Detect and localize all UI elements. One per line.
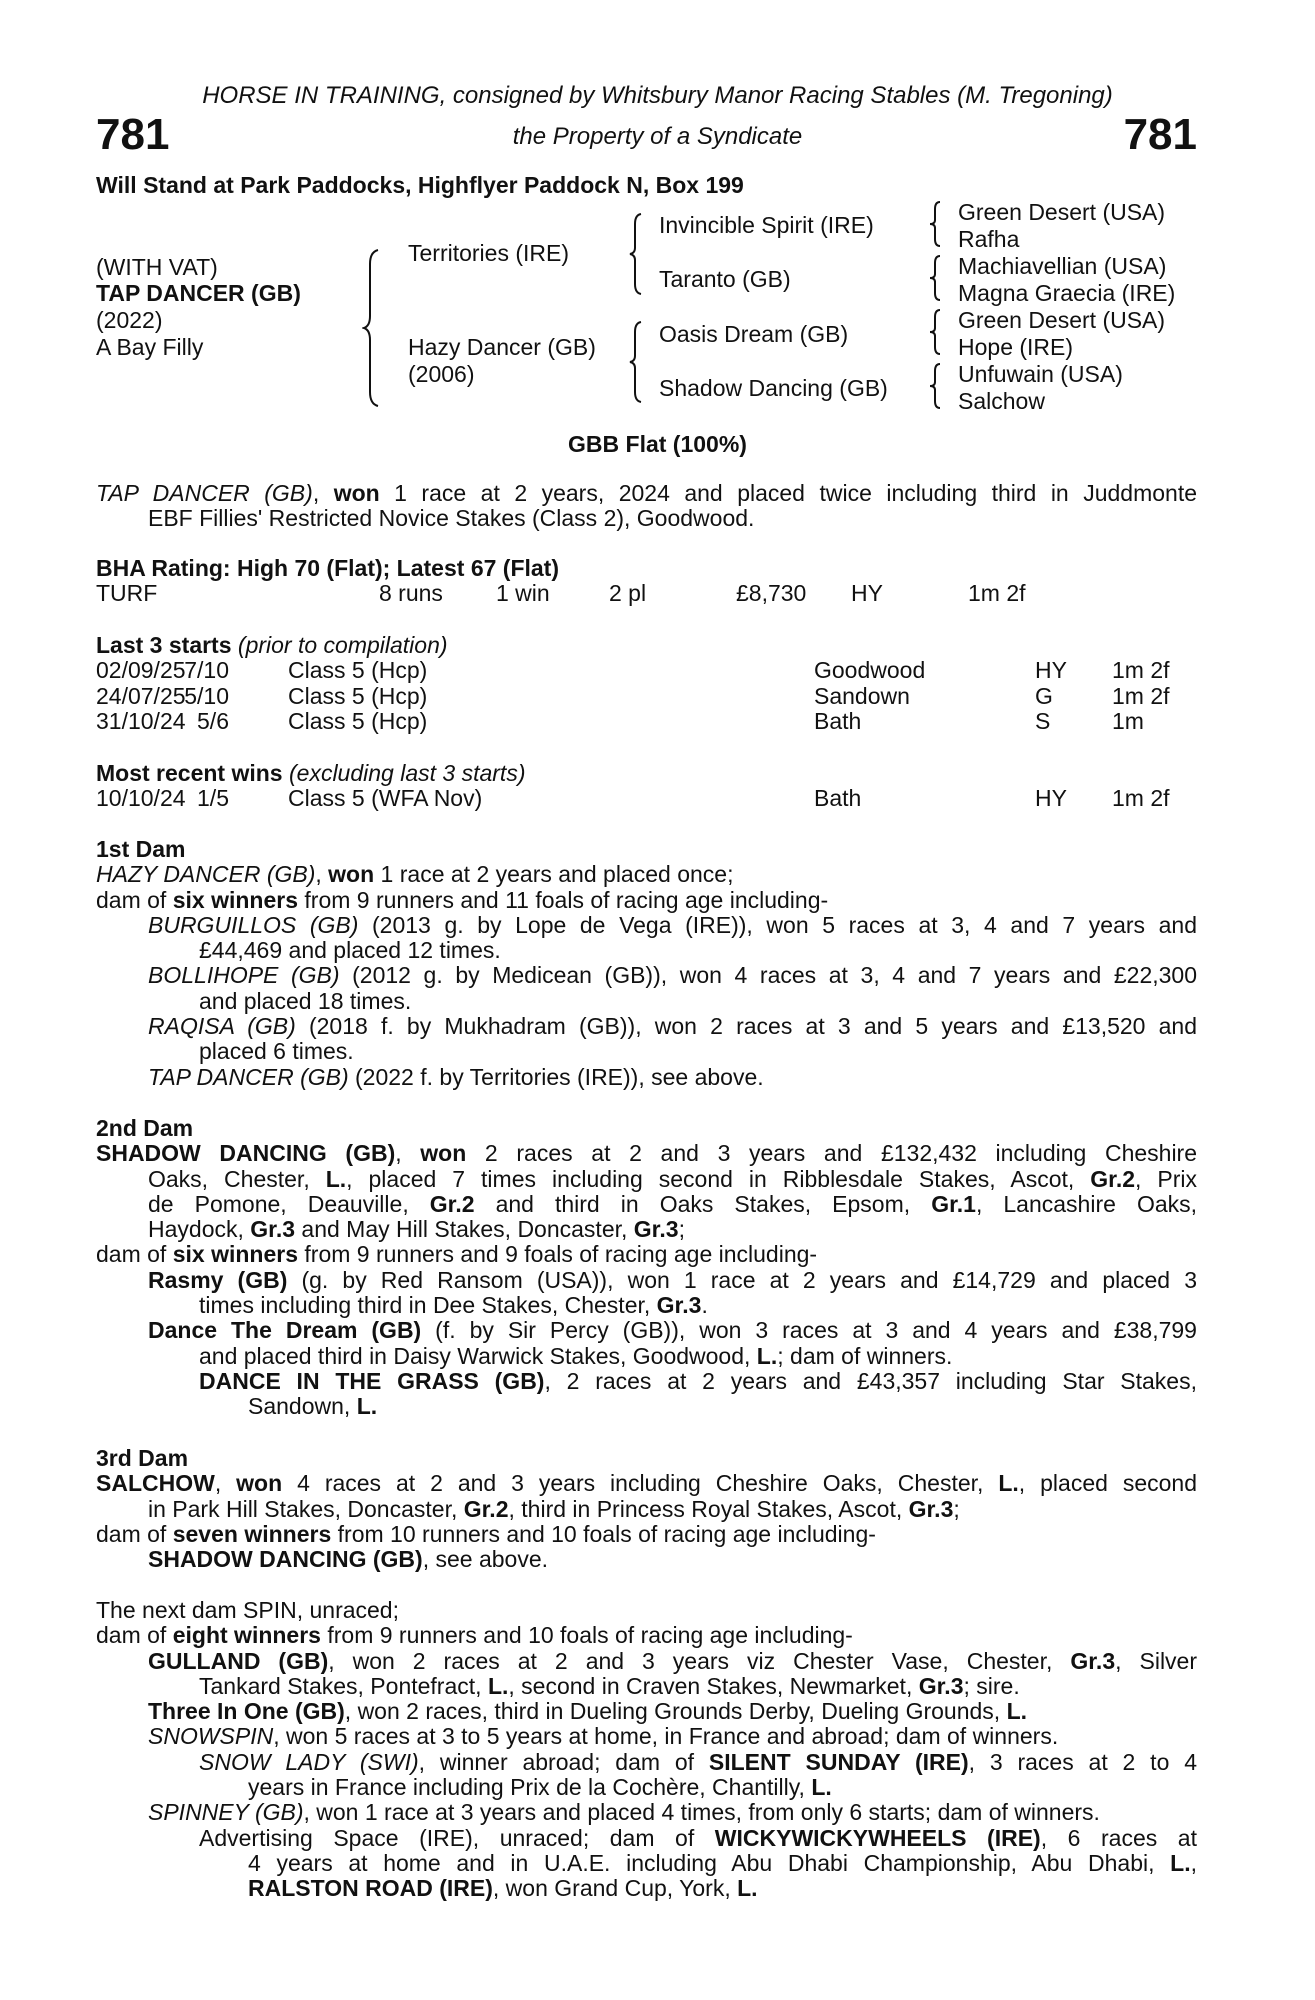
text-run: (2012 g. by Medicean (GB)), won 4 races at 3, 4 and 7 years and £22,300	[339, 962, 1197, 989]
text-run: from 9 runners and 11 foals of racing age including-	[298, 886, 829, 913]
text-entry	[96, 1471, 1197, 1522]
gen4-ancestor: Green Desert (USA)	[958, 199, 1166, 225]
wins: 1 win	[496, 580, 550, 607]
bold-text-run: Three In One (GB)	[148, 1698, 345, 1725]
text-run: ,	[312, 480, 334, 506]
text-run: Haydock,	[148, 1216, 251, 1243]
bold-text-run: Rasmy (GB)	[148, 1266, 288, 1293]
text-line	[96, 1471, 1197, 1496]
text-run: £44,469 and placed 12 times.	[199, 937, 501, 964]
bold-text-run: Gr.3	[918, 1672, 964, 1699]
race-date: 31/10/24	[96, 707, 186, 734]
text-line	[96, 1014, 1197, 1039]
bold-text-run: Gr.3	[1070, 1647, 1116, 1674]
text-run: Oaks, Chester,	[148, 1165, 326, 1192]
bold-text-run: won	[328, 861, 375, 888]
race-course: Goodwood	[814, 657, 926, 684]
last-starts-note: (prior to compilation)	[237, 632, 448, 658]
text-line	[96, 506, 1197, 531]
text-run: , placed 7 times including second in Ribblesdale Stakes, Ascot,	[346, 1165, 1091, 1192]
bold-text-run: L.	[756, 1342, 778, 1369]
race-going: G	[1035, 682, 1053, 709]
recent-wins-title: Most recent wins	[96, 760, 283, 786]
text-run: ; dam of winners.	[777, 1342, 953, 1369]
text-run: , winner abroad; dam of	[418, 1748, 709, 1775]
bha-title: BHA Rating: High 70 (Flat); Latest 67 (Flat)	[96, 555, 559, 581]
italic-text-run: SNOW LADY (SWI)	[199, 1748, 419, 1775]
gen4-ancestor: Unfuwain (USA)	[958, 361, 1123, 387]
text-entry	[96, 888, 1197, 913]
race-row	[96, 786, 1197, 811]
bold-text-run: L.	[1170, 1849, 1191, 1876]
gen4-ancestor: Machiavellian (USA)	[958, 253, 1167, 279]
text-line	[96, 1497, 1197, 1522]
race-pos: 5/10	[184, 682, 229, 709]
race-going: HY	[1035, 785, 1067, 812]
text-line	[96, 481, 1197, 506]
third-dam-title: 3rd Dam	[96, 1445, 189, 1471]
bold-text-run: Gr.2	[1090, 1165, 1136, 1192]
sire-sire: Invincible Spirit (IRE)	[659, 212, 874, 238]
bold-text-run: WICKYWICKYWHEELS (IRE)	[714, 1824, 1041, 1851]
text-entry	[96, 1623, 1197, 1648]
text-run: dam of	[96, 886, 173, 913]
bold-text-run: won	[333, 480, 380, 506]
text-line	[96, 1674, 1197, 1699]
text-entry	[96, 862, 1197, 887]
text-line	[96, 913, 1197, 938]
pedigree-brace	[362, 248, 382, 408]
race-race: Class 5 (Hcp)	[288, 682, 428, 709]
bold-text-run: SILENT SUNDAY (IRE)	[708, 1748, 969, 1775]
sire: Territories (IRE)	[408, 240, 570, 266]
horse-year: (2022)	[96, 307, 163, 333]
bold-text-run: L.	[487, 1672, 509, 1699]
text-run: ,	[395, 1140, 421, 1167]
text-run: ,	[214, 1470, 237, 1497]
pedigree-brace	[928, 200, 942, 248]
bold-text-run: L.	[1006, 1698, 1028, 1725]
text-entry	[96, 1014, 1197, 1065]
bold-text-run: L.	[998, 1470, 1019, 1497]
text-run: , second in Craven Stakes, Newmarket,	[508, 1672, 919, 1699]
text-run: The next dam SPIN, unraced;	[96, 1597, 399, 1623]
gen4-ancestor: Green Desert (USA)	[958, 307, 1166, 333]
bold-text-run: GULLAND (GB)	[148, 1647, 329, 1674]
text-line	[96, 1293, 1197, 1318]
pedigree-brace	[628, 320, 644, 404]
text-line	[96, 1344, 1197, 1369]
bold-text-run: Gr.3	[633, 1216, 679, 1243]
race-pos: 1/5	[197, 785, 229, 812]
distance: 1m 2f	[968, 580, 1026, 607]
pedigree-brace	[928, 362, 942, 410]
text-run: dam of	[96, 1520, 173, 1547]
race-pos: 5/6	[197, 707, 229, 734]
bold-text-run: Gr.3	[250, 1216, 296, 1243]
text-run: , won Grand Cup, York,	[492, 1875, 738, 1902]
race-date: 24/07/25	[96, 682, 186, 709]
text-run: , Prix	[1135, 1165, 1197, 1192]
bha-section	[96, 556, 1197, 607]
text-line	[96, 1851, 1197, 1876]
surface: TURF	[96, 580, 158, 607]
text-run: times including third in Dee Stakes, Chester,	[199, 1292, 657, 1319]
lot-number-left: 781	[96, 110, 170, 159]
bold-text-run: eight winners	[172, 1622, 321, 1649]
consignment-line: HORSE IN TRAINING, consigned by Whitsbury Manor Racing Stables (M. Tregoning)	[202, 82, 1113, 109]
text-run: (f. by Sir Percy (GB)), won 3 races at 3 and 4 years and £38,799	[421, 1317, 1197, 1344]
bold-text-run: SHADOW DANCING (GB)	[148, 1546, 423, 1573]
text-line	[96, 963, 1197, 988]
text-line	[96, 888, 1197, 913]
race-distance: 1m 2f	[1112, 785, 1170, 812]
text-line	[96, 1522, 1197, 1547]
bold-text-run: L.	[325, 1165, 347, 1192]
text-entry	[96, 913, 1197, 964]
text-line	[96, 1649, 1197, 1674]
bold-text-run: won	[236, 1470, 283, 1497]
bold-text-run: six winners	[172, 1241, 298, 1268]
text-entry	[96, 1649, 1197, 1700]
text-line	[96, 1217, 1197, 1242]
text-line	[96, 1268, 1197, 1293]
italic-text-run: HAZY DANCER (GB)	[96, 861, 316, 888]
second-dam-title: 2nd Dam	[96, 1115, 194, 1141]
text-run: , Lancashire Oaks,	[975, 1190, 1198, 1217]
first-dam	[96, 837, 1197, 1090]
text-line	[96, 1141, 1197, 1166]
text-entry	[96, 1724, 1197, 1749]
pedigree-brace	[928, 308, 942, 356]
race-pos: 7/10	[184, 657, 229, 684]
text-line	[96, 938, 1197, 963]
text-run: , won 2 races, third in Dueling Grounds Derby, Dueling Grounds,	[344, 1698, 1007, 1725]
text-run: , 2 races at 2 years and £43,357 including Star Stakes,	[544, 1367, 1197, 1394]
text-run: , won 1 race at 3 years and placed 4 times, from only 6 starts; dam of winners.	[303, 1799, 1100, 1826]
text-run: , placed second	[1018, 1470, 1197, 1497]
bold-text-run: Dance The Dream (GB)	[148, 1317, 422, 1344]
text-run: and placed 18 times.	[199, 987, 412, 1014]
text-run: Tankard Stakes, Pontefract,	[199, 1672, 488, 1699]
bold-text-run: won	[420, 1140, 467, 1167]
placed: 2 pl	[609, 580, 647, 607]
race-going: S	[1035, 707, 1051, 734]
bold-text-run: SALCHOW	[96, 1470, 215, 1497]
text-line	[96, 989, 1197, 1014]
text-run: ,	[315, 861, 329, 888]
italic-text-run: SPINNEY (GB)	[148, 1799, 304, 1826]
second-dam	[96, 1116, 1197, 1420]
text-run: ;	[678, 1216, 685, 1243]
race-course: Bath	[814, 785, 862, 812]
text-run: , won 2 races at 2 and 3 years viz Chester Vase, Chester,	[328, 1647, 1071, 1674]
italic-text-run: SNOWSPIN	[148, 1723, 274, 1750]
text-entry	[96, 963, 1197, 1014]
italic-text-run: TAP DANCER (GB)	[96, 480, 313, 506]
third-dam	[96, 1446, 1197, 1572]
rating-banner: GBB Flat (100%)	[568, 431, 747, 457]
next-dam	[96, 1598, 1197, 1902]
pedigree-brace	[628, 212, 644, 296]
text-run: (2018 f. by Mukhadram (GB)), won 2 races at 3 and 5 years and £13,520 and	[295, 1013, 1198, 1040]
lot-number-right: 781	[1123, 110, 1197, 159]
bold-text-run: SHADOW DANCING (GB)	[96, 1140, 396, 1167]
text-line	[96, 1167, 1197, 1192]
race-race: Class 5 (Hcp)	[288, 657, 428, 684]
gen4-ancestor: Magna Graecia (IRE)	[958, 280, 1176, 306]
text-line	[96, 1876, 1197, 1901]
italic-text-run: TAP DANCER (GB)	[148, 1063, 349, 1090]
bold-text-run: Gr.3	[908, 1495, 954, 1522]
text-run: ; sire.	[963, 1672, 1020, 1699]
text-run: and May Hill Stakes, Doncaster,	[295, 1216, 634, 1243]
bold-text-run: Gr.3	[656, 1292, 702, 1319]
bold-text-run: L.	[737, 1875, 758, 1902]
gen4-ancestor: Salchow	[958, 388, 1045, 414]
text-run: from 9 runners and 10 foals of racing age including-	[320, 1622, 853, 1649]
text-entry	[96, 1547, 1197, 1572]
text-line	[96, 1775, 1197, 1800]
text-run: 1 race at 2 years and placed once;	[374, 861, 734, 888]
text-line	[96, 1547, 1197, 1572]
race-course: Bath	[814, 707, 862, 734]
text-run: , see above.	[422, 1546, 549, 1573]
text-run: from 10 runners and 10 foals of racing age including-	[331, 1520, 876, 1547]
property-line: the Property of a Syndicate	[512, 123, 803, 150]
race-course: Sandown	[814, 682, 910, 709]
text-line	[96, 1750, 1197, 1775]
bold-text-run: Gr.1	[931, 1190, 976, 1217]
horse-description: A Bay Filly	[96, 334, 204, 360]
gen4-ancestor: Rafha	[958, 226, 1020, 252]
text-run: ,	[1190, 1849, 1197, 1876]
text-line	[96, 1394, 1197, 1419]
earnings: £8,730	[736, 580, 807, 607]
recent-wins-note: (excluding last 3 starts)	[289, 760, 526, 786]
italic-text-run: RAQISA (GB)	[148, 1013, 296, 1040]
text-line	[96, 1192, 1197, 1217]
text-run: in Park Hill Stakes, Doncaster,	[148, 1495, 464, 1522]
race-distance: 1m 2f	[1112, 657, 1170, 684]
text-line	[96, 1598, 1197, 1623]
race-distance: 1m	[1112, 707, 1144, 734]
italic-text-run: BURGUILLOS (GB)	[148, 911, 359, 938]
bold-text-run: RALSTON ROAD (IRE)	[248, 1875, 493, 1902]
last-starts	[96, 633, 1197, 734]
runs: 8 runs	[379, 580, 443, 607]
text-run: 4 races at 2 and 3 years including Cheshire Oaks, Chester,	[282, 1470, 999, 1497]
text-line	[96, 1724, 1197, 1749]
text-run: (2022 f. by Territories (IRE)), see above.	[348, 1063, 764, 1090]
sire-dam: Taranto (GB)	[659, 266, 791, 292]
text-line	[96, 1318, 1197, 1343]
race-distance: 1m 2f	[1112, 682, 1170, 709]
gen4-ancestor: Hope (IRE)	[958, 334, 1074, 360]
text-run: , Silver	[1115, 1647, 1198, 1674]
text-entry	[96, 1141, 1197, 1242]
text-entry	[96, 1826, 1197, 1902]
text-entry	[96, 1369, 1197, 1420]
dam: Hazy Dancer (GB)	[408, 334, 596, 360]
text-run: and placed third in Daisy Warwick Stakes, Goodwood,	[199, 1342, 757, 1369]
text-run: , third in Princess Royal Stakes, Ascot,	[508, 1495, 909, 1522]
race-row	[96, 684, 1197, 709]
bold-text-run: Gr.2	[429, 1190, 475, 1217]
text-entry	[96, 1522, 1197, 1547]
text-entry	[96, 1750, 1197, 1801]
bold-text-run: L.	[356, 1393, 378, 1420]
text-run: from 9 runners and 9 foals of racing age including-	[298, 1241, 818, 1268]
text-run: Advertising Space (IRE), unraced; dam of	[199, 1824, 715, 1851]
text-run: 1 race at 2 years, 2024 and placed twice including third in Juddmonte	[379, 480, 1198, 506]
text-entry	[96, 1242, 1197, 1267]
text-run: de Pomone, Deauville,	[148, 1190, 430, 1217]
italic-text-run: BOLLIHOPE (GB)	[148, 962, 340, 989]
race-row	[96, 709, 1197, 734]
text-line	[96, 1800, 1197, 1825]
race-going: HY	[1035, 657, 1067, 684]
horse-name: TAP DANCER (GB)	[96, 280, 301, 306]
text-entry	[96, 1800, 1197, 1825]
text-line	[96, 1826, 1197, 1851]
last-starts-title: Last 3 starts	[96, 632, 232, 658]
race-date: 10/10/24	[96, 785, 186, 812]
race-race: Class 5 (Hcp)	[288, 707, 428, 734]
bold-text-run: DANCE IN THE GRASS (GB)	[199, 1367, 545, 1394]
text-run: , won 5 races at 3 to 5 years at home, in France and abroad; dam of winners.	[273, 1723, 1059, 1750]
dam-dam: Shadow Dancing (GB)	[659, 375, 888, 401]
pedigree-brace	[928, 254, 942, 302]
text-run: , 6 races at	[1040, 1824, 1197, 1851]
dam-sire: Oasis Dream (GB)	[659, 321, 849, 347]
turf-record	[96, 581, 1197, 606]
text-line	[96, 1369, 1197, 1394]
first-dam-title: 1st Dam	[96, 836, 186, 862]
text-run: 4 years at home and in U.A.E. including Abu Dhabi Championship, Abu Dhabi,	[248, 1849, 1171, 1876]
bold-text-run: L.	[811, 1774, 832, 1801]
text-entry	[96, 1065, 1197, 1090]
race-row	[96, 658, 1197, 683]
text-run: 2 races at 2 and 3 years and £132,432 including Cheshire	[466, 1140, 1198, 1167]
text-line	[96, 1065, 1197, 1090]
text-entry	[96, 1598, 1197, 1623]
text-line	[96, 1623, 1197, 1648]
bold-text-run: seven winners	[172, 1520, 332, 1547]
text-run: (g. by Red Ransom (USA)), won 1 race at 2 years and £14,729 and placed 3	[287, 1266, 1197, 1293]
text-line	[96, 1699, 1197, 1724]
text-run: EBF Fillies' Restricted Novice Stakes (Class 2), Goodwood.	[148, 505, 755, 532]
recent-wins	[96, 761, 1197, 812]
text-entry	[96, 481, 1197, 532]
text-run: dam of	[96, 1622, 173, 1649]
text-line	[96, 862, 1197, 887]
vat-label: (WITH VAT)	[96, 254, 218, 280]
text-run: and third in Oaks Stakes, Epsom,	[474, 1190, 932, 1217]
dam-year: (2006)	[408, 361, 475, 387]
going: HY	[851, 580, 883, 607]
text-line	[96, 1039, 1197, 1064]
race-race: Class 5 (WFA Nov)	[288, 785, 483, 812]
text-entry	[96, 1318, 1197, 1369]
text-line	[96, 1242, 1197, 1267]
summary	[96, 481, 1197, 532]
stand-location: Will Stand at Park Paddocks, Highflyer Paddock N, Box 199	[96, 172, 744, 198]
text-run: , 3 races at 2 to 4	[968, 1748, 1197, 1775]
text-run: Sandown,	[248, 1393, 357, 1420]
text-run: (2013 g. by Lope de Vega (IRE)), won 5 races at 3, 4 and 7 years and	[358, 911, 1197, 938]
text-run: placed 6 times.	[199, 1038, 354, 1065]
bold-text-run: Gr.2	[463, 1495, 509, 1522]
text-run: .	[701, 1292, 708, 1319]
text-run: years in France including Prix de la Cochère, Chantilly,	[248, 1774, 812, 1801]
text-run: dam of	[96, 1241, 173, 1268]
race-date: 02/09/25	[96, 657, 186, 684]
text-entry	[96, 1268, 1197, 1319]
text-run: ;	[953, 1495, 960, 1522]
text-entry	[96, 1699, 1197, 1724]
bold-text-run: six winners	[172, 886, 298, 913]
